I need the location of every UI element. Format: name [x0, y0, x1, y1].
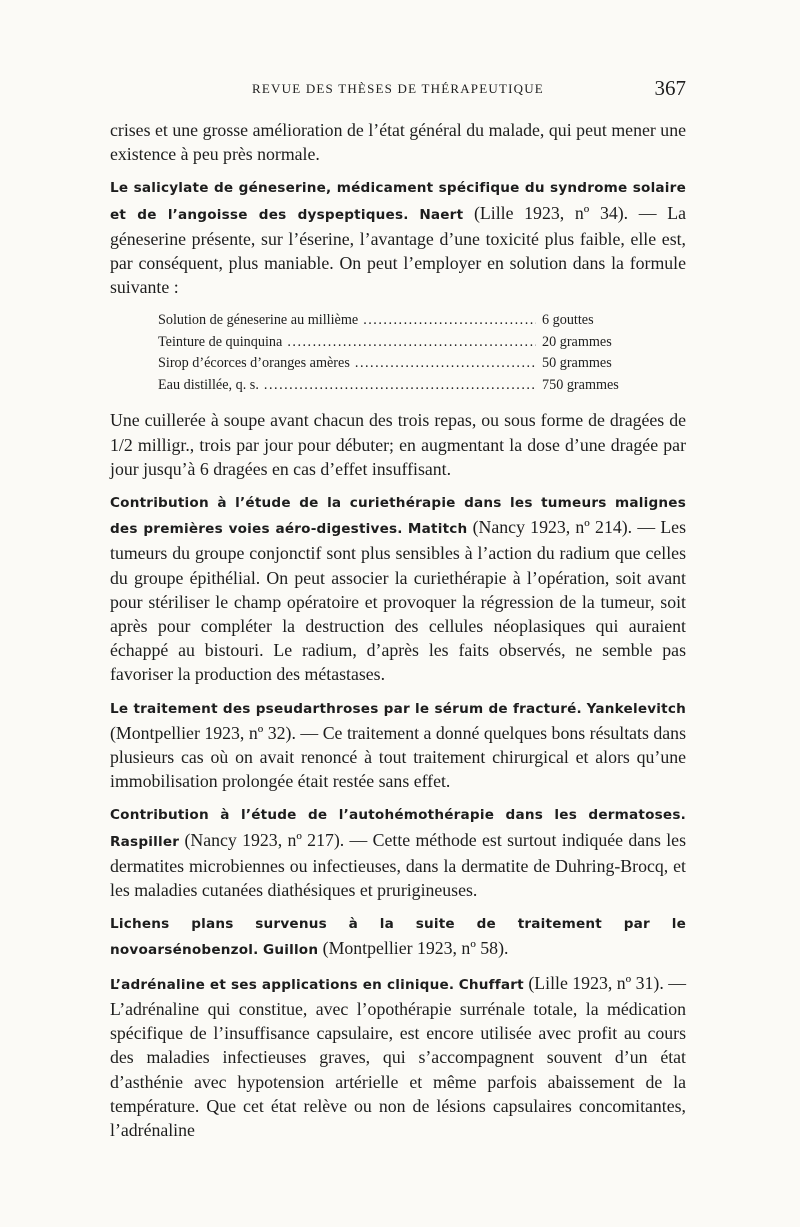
autohemotherapie-text: (Nancy 1923, nº 217). — Cette méthode est surtout indiquée dans les dermatites microbiennes ou infectieuses, dans la dermatite de Duhring-Brocq, et les maladies cutanées diathésiques et prurigineuses. [110, 829, 686, 901]
running-title: REVUE DES THÈSES DE THÉRAPEUTIQUE [252, 81, 544, 96]
curietherapie-author: Matitch [407, 521, 468, 538]
recipe-row [158, 332, 640, 354]
recipe-quantity: 6 gouttes [542, 312, 594, 329]
page-header [110, 76, 686, 100]
curietherapie-title: Contribution à l’étude de la curiethérapie dans les tumeurs malignes des premières voies aéro-digestives. [110, 495, 686, 538]
salicylate-title: Le salicylate de géneserine, médicament spécifique du syndrome solaire et de l’angoisse des dyspeptiques. [110, 180, 686, 223]
salicylate-entry [110, 174, 686, 299]
curietherapie-entry [110, 489, 686, 687]
recipe-quantity: 20 grammes [542, 333, 612, 350]
lichens-author: Guillon [262, 942, 319, 959]
intro-paragraph: crises et une grosse amélioration de l’état général du malade, qui peut mener une existence à peu près normale. [110, 120, 686, 165]
adrenaline-text: (Lille 1923, nº 31). — L’adrénaline qui constitue, avec l’opothérapie surrénale totale, la médication spécifique de l’insuffisance capsulaire, est encore utilisée avec profit au cours des maladies infectieuses graves, qui s’accompagnent souvent d’un état d’asthénie avec hypotension artérielle et même parfois abaissement de la température. Que cet état relève ou non de lésions capsulaires concomitantes, l’adrénaline [110, 972, 686, 1140]
recipe-row [158, 375, 640, 397]
adrenaline-title: L’adrénaline et ses applications en clinique. [110, 976, 455, 993]
autohemotherapie-author: Raspiller [110, 833, 180, 850]
pseudarthroses-entry [110, 695, 686, 794]
pseudarthroses-text: (Montpellier 1923, nº 32). — Ce traitement a donné quelques bons résultats dans plusieurs cas où on avait renoncé à tout traitement chirurgical et alors qu’une immobilisation prolongée était restée sans effet. [110, 722, 686, 792]
curietherapie-text: (Nancy 1923, nº 214). — Les tumeurs du groupe conjonctif sont plus sensibles à l’action du radium que celles du groupe épithélial. On peut associer la curiethérapie à l’opération, soit avant pour stériliser le champ opératoire et provoquer la régression de la tumeur, soit après pour compléter la destruction des cellules néoplasiques qui auraient échappé au bistouri. Le radium, d’après les faits observés, ne semble pas favoriser la production des métastases. [110, 517, 686, 685]
lichens-entry [110, 910, 686, 962]
recipe-ingredient: Solution de géneserine au millième ..... [158, 310, 536, 332]
page-body [110, 118, 686, 1142]
recipe-ingredient: Eau distillée, q. s. ..... [158, 375, 536, 397]
adrenaline-entry [110, 971, 686, 1142]
page-number: 367 [654, 76, 686, 100]
recipe-quantity: 750 grammes [542, 376, 619, 393]
salicylate-text: (Lille 1923, nº 34). — La géneserine présente, sur l’éserine, l’avantage d’une toxicité plus faible, elle est, par conséquent, plus maniable. On peut l’employer en solution dans la formule suivante : [110, 202, 686, 298]
lichens-title: Lichens plans survenus à la suite de traitement par le novoarsénobenzol. [110, 916, 686, 959]
adrenaline-author: Chuffart [458, 976, 524, 993]
recipe-row [158, 310, 640, 332]
dosage-paragraph: Une cuillerée à soupe avant chacun des trois repas, ou sous forme de dragées de 1/2 milligr., trois par jour pour débuter; en augmentant la dose d’une dragée par jour jusqu’à 6 dragées en cas d’effet insuffisant. [110, 410, 686, 479]
lichens-text: (Montpellier 1923, nº 58). [318, 938, 509, 959]
salicylate-author: Naert [419, 206, 464, 223]
recipe-table [158, 310, 640, 396]
recipe-row [158, 353, 640, 375]
recipe-quantity: 50 grammes [542, 355, 612, 372]
autohemotherapie-title: Contribution à l’étude de l’autohémothérapie dans les dermatoses. [110, 807, 686, 824]
recipe-ingredient: Teinture de quinquina ..... [158, 332, 536, 354]
recipe-ingredient: Sirop d’écorces d’oranges amères ..... [158, 353, 536, 375]
autohemotherapie-entry [110, 801, 686, 902]
pseudarthroses-title: Le traitement des pseudarthroses par le sérum de fracturé. [110, 700, 582, 717]
pseudarthroses-author: Yankelevitch [586, 700, 686, 717]
